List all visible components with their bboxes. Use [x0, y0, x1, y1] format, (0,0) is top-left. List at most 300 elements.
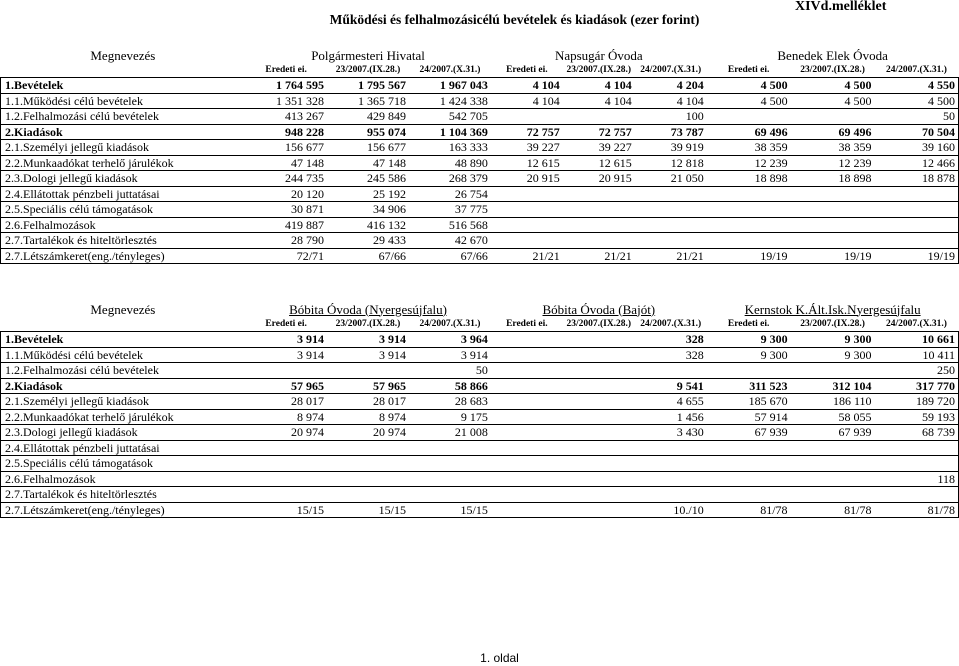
- label-header: Megnevezés: [90, 48, 156, 63]
- group-header: Bóbita Óvoda (Nyergesújfalu): [289, 302, 447, 317]
- cell-value: [791, 217, 875, 233]
- cell-value: [563, 363, 635, 379]
- cell-value: [707, 217, 791, 233]
- table-row: [1, 171, 959, 187]
- cell-value: 34 906: [327, 202, 409, 218]
- cell-value: 70 504: [875, 124, 959, 140]
- row-label: 1.1.Működési célú bevételek: [1, 93, 246, 109]
- cell-value: 12 239: [707, 155, 791, 171]
- cell-value: 38 359: [707, 140, 791, 156]
- cell-value: 12 615: [563, 155, 635, 171]
- cell-value: 39 160: [875, 140, 959, 156]
- cell-value: [707, 233, 791, 249]
- table-row: [1, 202, 959, 218]
- cell-value: 4 500: [791, 78, 875, 94]
- cell-value: 1 764 595: [245, 78, 327, 94]
- cell-value: [707, 487, 791, 503]
- cell-value: [875, 456, 959, 472]
- cell-value: 67/66: [327, 248, 409, 264]
- cell-value: 19/19: [791, 248, 875, 264]
- cell-value: [563, 217, 635, 233]
- row-label: 2.7.Létszámkeret(eng./tényleges): [1, 502, 246, 518]
- group-header: Kernstok K.Ált.Isk.Nyergesújfalu: [744, 302, 921, 317]
- sub-header: 24/2007.(X.31.): [419, 319, 481, 329]
- cell-value: [327, 456, 409, 472]
- label-header: Megnevezés: [90, 302, 156, 317]
- cell-value: 9 300: [791, 332, 875, 348]
- sub-header: 23/2007.(IX.28.): [800, 319, 865, 329]
- cell-value: [409, 440, 491, 456]
- cell-value: [491, 409, 563, 425]
- table-row: [1, 140, 959, 156]
- cell-value: 163 333: [409, 140, 491, 156]
- sub-header: Eredeti ei.: [265, 65, 307, 75]
- table-row: [1, 409, 959, 425]
- cell-value: [563, 471, 635, 487]
- cell-value: 3 914: [327, 332, 409, 348]
- cell-value: [491, 233, 563, 249]
- cell-value: 516 568: [409, 217, 491, 233]
- cell-value: 4 550: [875, 78, 959, 94]
- row-label: 2.5.Speciális célú támogatások: [1, 202, 246, 218]
- cell-value: 100: [635, 109, 707, 125]
- cell-value: [245, 471, 327, 487]
- row-label: 1.1.Működési célú bevételek: [1, 347, 246, 363]
- group-header: Napsugár Óvoda: [554, 48, 643, 63]
- cell-value: [875, 217, 959, 233]
- cell-value: [327, 471, 409, 487]
- cell-value: 21 008: [409, 425, 491, 441]
- cell-value: [491, 109, 563, 125]
- cell-value: [491, 456, 563, 472]
- cell-value: 19/19: [707, 248, 791, 264]
- cell-value: 328: [635, 332, 707, 348]
- cell-value: 67/66: [409, 248, 491, 264]
- cell-value: 244 735: [245, 171, 327, 187]
- cell-value: [563, 394, 635, 410]
- cell-value: 4 500: [707, 78, 791, 94]
- cell-value: 4 204: [635, 78, 707, 94]
- cell-value: [875, 440, 959, 456]
- cell-value: 12 615: [491, 155, 563, 171]
- cell-value: 1 365 718: [327, 93, 409, 109]
- row-label: 2.2.Munkaadókat terhelő járulékok: [1, 155, 246, 171]
- sub-header: 23/2007.(IX.28.): [800, 65, 865, 75]
- cell-value: 18 878: [875, 171, 959, 187]
- cell-value: 15/15: [327, 502, 409, 518]
- row-label: 2.1.Személyi jellegű kiadások: [1, 394, 246, 410]
- cell-value: 28 017: [327, 394, 409, 410]
- cell-value: 67 939: [791, 425, 875, 441]
- cell-value: [791, 456, 875, 472]
- sub-header: Eredeti ei.: [506, 65, 548, 75]
- budget-table-1: [0, 48, 959, 264]
- cell-value: 73 787: [635, 124, 707, 140]
- cell-value: 20 120: [245, 186, 327, 202]
- cell-value: 3 914: [327, 347, 409, 363]
- cell-value: [791, 186, 875, 202]
- table-row: [1, 456, 959, 472]
- cell-value: 9 541: [635, 378, 707, 394]
- cell-value: 69 496: [791, 124, 875, 140]
- cell-value: [491, 186, 563, 202]
- cell-value: 59 193: [875, 409, 959, 425]
- cell-value: 9 175: [409, 409, 491, 425]
- cell-value: 542 705: [409, 109, 491, 125]
- cell-value: [563, 456, 635, 472]
- cell-value: 948 228: [245, 124, 327, 140]
- sub-header: Eredeti ei.: [506, 319, 548, 329]
- table-row: [1, 78, 959, 94]
- cell-value: 10 661: [875, 332, 959, 348]
- cell-value: 156 677: [327, 140, 409, 156]
- cell-value: [327, 487, 409, 503]
- cell-value: 67 939: [707, 425, 791, 441]
- table-row: [1, 93, 959, 109]
- sub-header: 24/2007.(X.31.): [886, 65, 947, 75]
- cell-value: 72 757: [563, 124, 635, 140]
- cell-value: [327, 440, 409, 456]
- cell-value: 18 898: [791, 171, 875, 187]
- cell-value: 19/19: [875, 248, 959, 264]
- sub-header-row: [1, 63, 959, 78]
- cell-value: [791, 109, 875, 125]
- cell-value: [563, 202, 635, 218]
- cell-value: 4 500: [875, 93, 959, 109]
- cell-value: 3 914: [245, 332, 327, 348]
- cell-value: [491, 487, 563, 503]
- cell-value: 81/78: [875, 502, 959, 518]
- table-row: [1, 425, 959, 441]
- cell-value: 26 754: [409, 186, 491, 202]
- row-label: 2.6.Felhalmozások: [1, 217, 246, 233]
- cell-value: 21/21: [563, 248, 635, 264]
- table-1-body: [1, 48, 959, 264]
- table-2-body: [1, 302, 959, 518]
- cell-value: [707, 202, 791, 218]
- cell-value: 1 456: [635, 409, 707, 425]
- cell-value: [707, 363, 791, 379]
- row-label: 2.4.Ellátottak pénzbeli juttatásai: [1, 440, 246, 456]
- table-row: [1, 394, 959, 410]
- row-label: 2.2.Munkaadókat terhelő járulékok: [1, 409, 246, 425]
- cell-value: 50: [875, 109, 959, 125]
- cell-value: 58 866: [409, 378, 491, 394]
- cell-value: [635, 363, 707, 379]
- row-label: 2.3.Dologi jellegű kiadások: [1, 425, 246, 441]
- cell-value: 20 974: [327, 425, 409, 441]
- sub-header-blank: [1, 317, 246, 332]
- cell-value: 28 790: [245, 233, 327, 249]
- cell-value: 413 267: [245, 109, 327, 125]
- group-header: Polgármesteri Hivatal: [311, 48, 425, 63]
- cell-value: 38 359: [791, 140, 875, 156]
- cell-value: [491, 378, 563, 394]
- cell-value: 18 898: [707, 171, 791, 187]
- cell-value: 189 720: [875, 394, 959, 410]
- cell-value: 118: [875, 471, 959, 487]
- cell-value: [635, 440, 707, 456]
- cell-value: [563, 440, 635, 456]
- cell-value: 1 351 328: [245, 93, 327, 109]
- cell-value: [791, 202, 875, 218]
- sub-header: 23/2007.(IX.28.): [335, 65, 401, 75]
- cell-value: 72/71: [245, 248, 327, 264]
- row-label: 2.7.Létszámkeret(eng./tényleges): [1, 248, 246, 264]
- cell-value: [491, 202, 563, 218]
- table-row: [1, 440, 959, 456]
- row-label: 2.7.Tartalékok és hiteltörlesztés: [1, 233, 246, 249]
- cell-value: 20 915: [491, 171, 563, 187]
- cell-value: [635, 233, 707, 249]
- cell-value: [563, 502, 635, 518]
- table-row: [1, 186, 959, 202]
- cell-value: 81/78: [791, 502, 875, 518]
- cell-value: [245, 487, 327, 503]
- annex-label: XIVd.melléklet: [795, 0, 887, 14]
- sub-header: 23/2007.(IX.28.): [335, 319, 401, 329]
- cell-value: 3 914: [245, 347, 327, 363]
- cell-value: 4 104: [491, 78, 563, 94]
- table-row: [1, 124, 959, 140]
- row-label: 2.5.Speciális célú támogatások: [1, 456, 246, 472]
- cell-value: [563, 487, 635, 503]
- cell-value: [563, 109, 635, 125]
- cell-value: 12 466: [875, 155, 959, 171]
- cell-value: 57 965: [245, 378, 327, 394]
- sub-header: Eredeti ei.: [727, 65, 770, 75]
- cell-value: 50: [409, 363, 491, 379]
- cell-value: [635, 217, 707, 233]
- cell-value: [563, 425, 635, 441]
- cell-value: [707, 440, 791, 456]
- cell-value: 39 227: [491, 140, 563, 156]
- cell-value: 1 967 043: [409, 78, 491, 94]
- cell-value: 185 670: [707, 394, 791, 410]
- table-row: [1, 155, 959, 171]
- cell-value: [491, 502, 563, 518]
- cell-value: 429 849: [327, 109, 409, 125]
- row-label: 2.6.Felhalmozások: [1, 471, 246, 487]
- sub-header: Eredeti ei.: [265, 319, 307, 329]
- cell-value: 42 670: [409, 233, 491, 249]
- cell-value: [409, 487, 491, 503]
- row-label: 2.Kiadások: [1, 378, 246, 394]
- cell-value: 58 055: [791, 409, 875, 425]
- cell-value: 4 500: [707, 93, 791, 109]
- cell-value: [491, 332, 563, 348]
- row-label: 1.2.Felhalmozási célú bevételek: [1, 363, 246, 379]
- cell-value: 9 300: [707, 332, 791, 348]
- cell-value: 8 974: [245, 409, 327, 425]
- table-row: [1, 217, 959, 233]
- cell-value: 39 919: [635, 140, 707, 156]
- cell-value: 311 523: [707, 378, 791, 394]
- cell-value: [563, 409, 635, 425]
- row-label: 1.2.Felhalmozási célú bevételek: [1, 109, 246, 125]
- cell-value: [491, 394, 563, 410]
- cell-value: 317 770: [875, 378, 959, 394]
- cell-value: [327, 363, 409, 379]
- cell-value: 9 300: [791, 347, 875, 363]
- cell-value: 4 104: [563, 93, 635, 109]
- sub-header: 24/2007.(X.31.): [886, 319, 947, 329]
- cell-value: [563, 186, 635, 202]
- cell-value: [875, 487, 959, 503]
- cell-value: 21/21: [635, 248, 707, 264]
- cell-value: [707, 471, 791, 487]
- cell-value: [491, 425, 563, 441]
- page-footer: [0, 651, 959, 665]
- row-label: 2.7.Tartalékok és hiteltörlesztés: [1, 487, 246, 503]
- cell-value: 37 775: [409, 202, 491, 218]
- cell-value: 156 677: [245, 140, 327, 156]
- cell-value: [635, 186, 707, 202]
- cell-value: 3 430: [635, 425, 707, 441]
- cell-value: 39 227: [563, 140, 635, 156]
- cell-value: 47 148: [327, 155, 409, 171]
- cell-value: 28 683: [409, 394, 491, 410]
- cell-value: [409, 456, 491, 472]
- cell-value: 81/78: [707, 502, 791, 518]
- cell-value: [875, 202, 959, 218]
- cell-value: [563, 347, 635, 363]
- cell-value: [245, 363, 327, 379]
- cell-value: [635, 471, 707, 487]
- cell-value: [875, 186, 959, 202]
- sub-header: Eredeti ei.: [727, 319, 770, 329]
- row-label: 2.4.Ellátottak pénzbeli juttatásai: [1, 186, 246, 202]
- cell-value: 4 655: [635, 394, 707, 410]
- cell-value: [491, 217, 563, 233]
- group-header-row: [1, 48, 959, 63]
- cell-value: 30 871: [245, 202, 327, 218]
- row-label: 2.3.Dologi jellegű kiadások: [1, 171, 246, 187]
- table-row: [1, 347, 959, 363]
- cell-value: [635, 456, 707, 472]
- sub-header-blank: [1, 63, 246, 78]
- sub-header: 23/2007.(IX.28.): [566, 65, 632, 75]
- group-header-row: [1, 302, 959, 317]
- cell-value: 4 104: [491, 93, 563, 109]
- cell-value: 1 795 567: [327, 78, 409, 94]
- cell-value: [563, 332, 635, 348]
- cell-value: [707, 186, 791, 202]
- cell-value: 20 974: [245, 425, 327, 441]
- cell-value: 416 132: [327, 217, 409, 233]
- cell-value: [491, 471, 563, 487]
- sub-header-row: [1, 317, 959, 332]
- table-row: [1, 378, 959, 394]
- cell-value: 328: [635, 347, 707, 363]
- cell-value: 21/21: [491, 248, 563, 264]
- cell-value: 419 887: [245, 217, 327, 233]
- title-text: Működési és felhalmozásicélú bevételek és kiadások (ezer forint): [329, 12, 700, 27]
- cell-value: [491, 440, 563, 456]
- cell-value: 47 148: [245, 155, 327, 171]
- cell-value: 15/15: [409, 502, 491, 518]
- cell-value: 250: [875, 363, 959, 379]
- sub-header: 23/2007.(IX.28.): [566, 319, 632, 329]
- cell-value: 48 890: [409, 155, 491, 171]
- sub-header: 24/2007.(X.31.): [640, 319, 702, 329]
- cell-value: 1 424 338: [409, 93, 491, 109]
- cell-value: 8 974: [327, 409, 409, 425]
- table-row: [1, 248, 959, 264]
- page-title: [0, 12, 959, 28]
- cell-value: [563, 378, 635, 394]
- cell-value: 12 239: [791, 155, 875, 171]
- table-row: [1, 332, 959, 348]
- sub-header: 24/2007.(X.31.): [419, 65, 481, 75]
- cell-value: 4 104: [563, 78, 635, 94]
- cell-value: [635, 487, 707, 503]
- cell-value: 1 104 369: [409, 124, 491, 140]
- cell-value: 245 586: [327, 171, 409, 187]
- cell-value: 29 433: [327, 233, 409, 249]
- group-header: Bóbita Óvoda (Bajót): [542, 302, 656, 317]
- cell-value: 28 017: [245, 394, 327, 410]
- group-header: Benedek Elek Óvoda: [777, 48, 888, 63]
- table-row: [1, 487, 959, 503]
- cell-value: 72 757: [491, 124, 563, 140]
- row-label: 2.Kiadások: [1, 124, 246, 140]
- cell-value: 57 965: [327, 378, 409, 394]
- cell-value: 68 739: [875, 425, 959, 441]
- cell-value: 15/15: [245, 502, 327, 518]
- cell-value: [707, 109, 791, 125]
- cell-value: 25 192: [327, 186, 409, 202]
- cell-value: [245, 440, 327, 456]
- cell-value: [791, 363, 875, 379]
- cell-value: [791, 471, 875, 487]
- cell-value: 3 964: [409, 332, 491, 348]
- table-row: [1, 233, 959, 249]
- cell-value: 4 104: [635, 93, 707, 109]
- cell-value: 10 411: [875, 347, 959, 363]
- row-label: 1.Bevételek: [1, 78, 246, 94]
- page-number: 1. oldal: [480, 651, 519, 665]
- cell-value: [791, 487, 875, 503]
- cell-value: 20 915: [563, 171, 635, 187]
- cell-value: 4 500: [791, 93, 875, 109]
- cell-value: [791, 440, 875, 456]
- cell-value: [245, 456, 327, 472]
- sub-header: 24/2007.(X.31.): [640, 65, 702, 75]
- budget-table-2: [0, 302, 959, 518]
- cell-value: 3 914: [409, 347, 491, 363]
- cell-value: 9 300: [707, 347, 791, 363]
- cell-value: [491, 347, 563, 363]
- table-row: [1, 363, 959, 379]
- cell-value: [791, 233, 875, 249]
- cell-value: 21 050: [635, 171, 707, 187]
- cell-value: 57 914: [707, 409, 791, 425]
- cell-value: [563, 233, 635, 249]
- cell-value: [875, 233, 959, 249]
- cell-value: 69 496: [707, 124, 791, 140]
- table-row: [1, 471, 959, 487]
- table-row: [1, 109, 959, 125]
- cell-value: [491, 363, 563, 379]
- cell-value: 12 818: [635, 155, 707, 171]
- table-row: [1, 502, 959, 518]
- cell-value: [409, 471, 491, 487]
- cell-value: [635, 202, 707, 218]
- row-label: 2.1.Személyi jellegű kiadások: [1, 140, 246, 156]
- cell-value: 10./10: [635, 502, 707, 518]
- cell-value: 955 074: [327, 124, 409, 140]
